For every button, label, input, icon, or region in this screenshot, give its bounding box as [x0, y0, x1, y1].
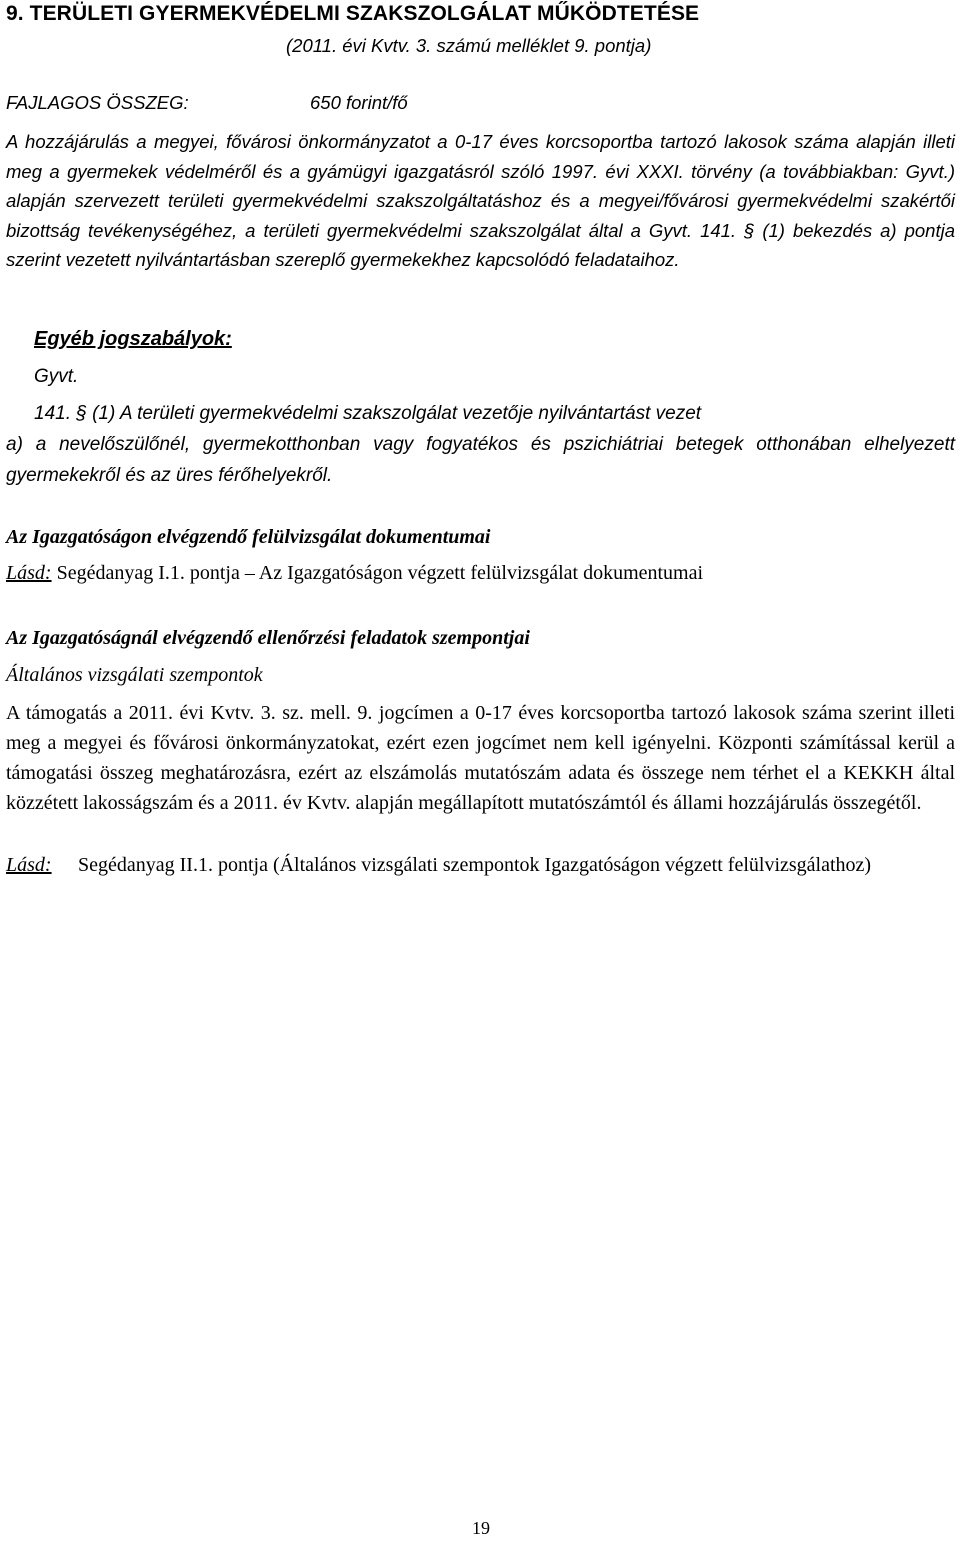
document-subtitle: (2011. évi Kvtv. 3. számú melléklet 9. pontja) — [286, 35, 652, 56]
law-reference: Gyvt. — [34, 366, 79, 387]
page-number: 19 — [472, 1518, 490, 1538]
other-laws-heading: Egyéb jogszabályok: — [34, 328, 232, 350]
law-paragraph — [6, 398, 955, 491]
docs-see-label: Lásd: — [6, 562, 52, 584]
document-title: 9. TERÜLETI GYERMEKVÉDELMI SZAKSZOLGÁLAT MŰKÖDTETÉSE — [6, 2, 700, 25]
fee-value: 650 forint/fő — [310, 92, 408, 113]
docs-see-reference — [6, 562, 955, 585]
docs-section-heading: Az Igazgatóságon elvégzendő felülvizsgálat dokumentumai — [6, 526, 491, 548]
law-paragraph-rest: a) a nevelőszülőnél, gyermekotthonban vagy fogyatékos és pszichiátriai betegek otthonában elhelyezett gyermekekről és az üres férőhelyekről. — [6, 434, 955, 486]
check-section-heading: Az Igazgatóságnál elvégzendő ellenőrzési feladatok szempontjai — [6, 627, 530, 649]
intro-paragraph: A hozzájárulás a megyei, fővárosi önkormányzatot a 0-17 éves korcsoportba tartozó lakosok száma alapján illeti meg a gyermekek védelméről és a gyámügyi igazgatásról szóló 1997. évi XXXI. törvény (a továbbiakban: Gyvt.) alapján szervezett területi gyermekvédelmi szakszolgáltatáshoz és a megyei/fővárosi gyermekvédelmi szakértői bizottság tevékenységéhez, a területi gyermekvédelmi szakszolgálat által a Gyvt. 141. § (1) bekezdés a) pontja szerint vezetett nyilvántartásban szereplő gyermekekhez kapcsolódó feladataihoz. — [6, 131, 955, 270]
check-see-text: Segédanyag II.1. pontja (Általános vizsgálati szempontok Igazgatóságon végzett felülvizsgálathoz) — [78, 854, 872, 876]
check-subheading: Általános vizsgálati szempontok — [6, 664, 263, 686]
docs-see-text: Segédanyag I.1. pontja – Az Igazgatóságon végzett felülvizsgálat dokumentumai — [51, 562, 704, 584]
fee-label: FAJLAGOS ÖSSZEG: — [6, 92, 189, 113]
check-paragraph: A támogatás a 2011. évi Kvtv. 3. sz. mell. 9. jogcímen a 0-17 éves korcsoportba tartozó lakosok száma szerint illeti meg a megyei és fővárosi önkormányzatokat, ezért ezen jogcímet nem kell igényelni. Központi számítással kerül a támogatási összeg meghatározásra, ezért az elszámolás mutatószám adata és összege nem térhet el a KEKKH által közzétett lakosságszám és a 2011. év Kvtv. alapján megállapított mutatószámtól és állami hozzájárulás összegétől. — [6, 702, 955, 814]
check-see-label: Lásd: — [6, 854, 52, 876]
law-paragraph-first-line: 141. § (1) A területi gyermekvédelmi szakszolgálat vezetője nyilvántartást vezet — [34, 403, 702, 424]
